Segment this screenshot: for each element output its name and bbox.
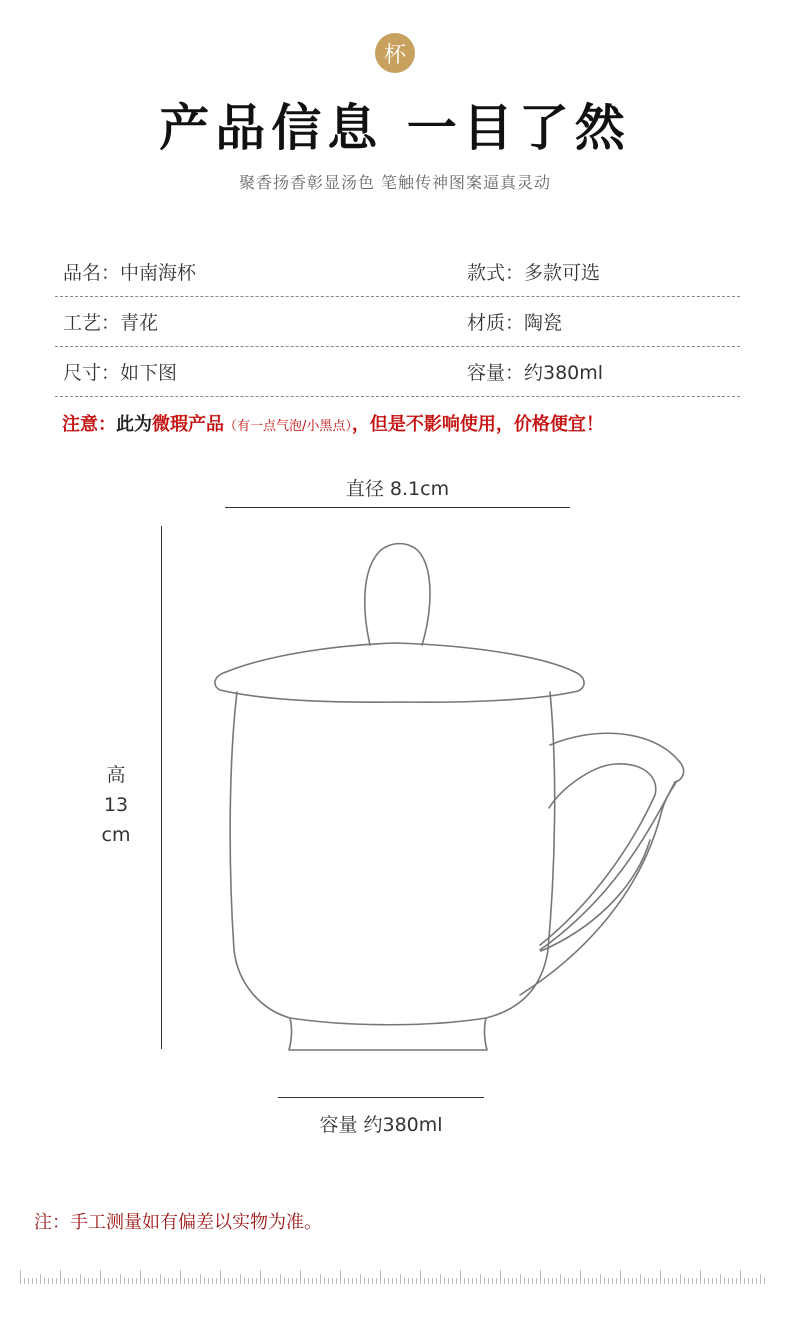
cup-handle xyxy=(540,733,684,950)
spec-size: 尺寸：如下图 xyxy=(63,362,178,384)
cup-body xyxy=(230,692,555,1050)
defect-notice xyxy=(62,410,604,436)
capacity-label: 容量 约380ml xyxy=(319,1114,443,1136)
spec-capacity: 容量：约380ml xyxy=(467,362,604,384)
notice-text-2: ，但是不影响使用，价格便宜！ xyxy=(351,414,604,435)
height-label xyxy=(98,760,134,850)
diameter-label: 直径 8.1cm xyxy=(345,478,450,500)
notice-text-1: 此为 xyxy=(116,414,152,435)
height-label-line-2: 13 xyxy=(103,794,129,816)
notice-prefix: 注意： xyxy=(62,414,116,435)
spec-row-name xyxy=(55,246,740,297)
spec-row-craft xyxy=(55,296,740,347)
height-label-line-1: 高 xyxy=(106,764,126,786)
lid-dome xyxy=(226,643,575,672)
capacity-line xyxy=(278,1097,484,1098)
measurement-footnote: 注：手工测量如有偏差以实物为准。 xyxy=(34,1212,322,1233)
height-line xyxy=(161,526,162,1049)
ruler-decoration xyxy=(20,1266,770,1286)
spec-row-size xyxy=(55,346,740,397)
mug-outline xyxy=(200,535,700,1065)
lid-rim xyxy=(215,672,584,702)
spec-material: 材质：陶瓷 xyxy=(467,312,563,334)
spec-style: 款式：多款可选 xyxy=(467,262,601,284)
height-label-line-3: cm xyxy=(101,824,131,846)
lid-knob xyxy=(365,544,430,645)
spec-craft: 工艺：青花 xyxy=(63,312,159,334)
cup-badge: 杯 xyxy=(375,33,415,73)
page-title: 产品信息 一目了然 xyxy=(159,98,631,157)
spec-name: 品名：中南海杯 xyxy=(63,262,197,284)
cup-foot xyxy=(290,1018,486,1025)
notice-detail: （有一点气泡/小黑点） xyxy=(224,419,352,434)
page-subtitle: 聚香扬香彰显汤色 笔触传神图案逼真灵动 xyxy=(238,173,552,192)
diameter-line xyxy=(225,507,570,508)
notice-highlight: 微瑕产品 xyxy=(152,414,224,435)
